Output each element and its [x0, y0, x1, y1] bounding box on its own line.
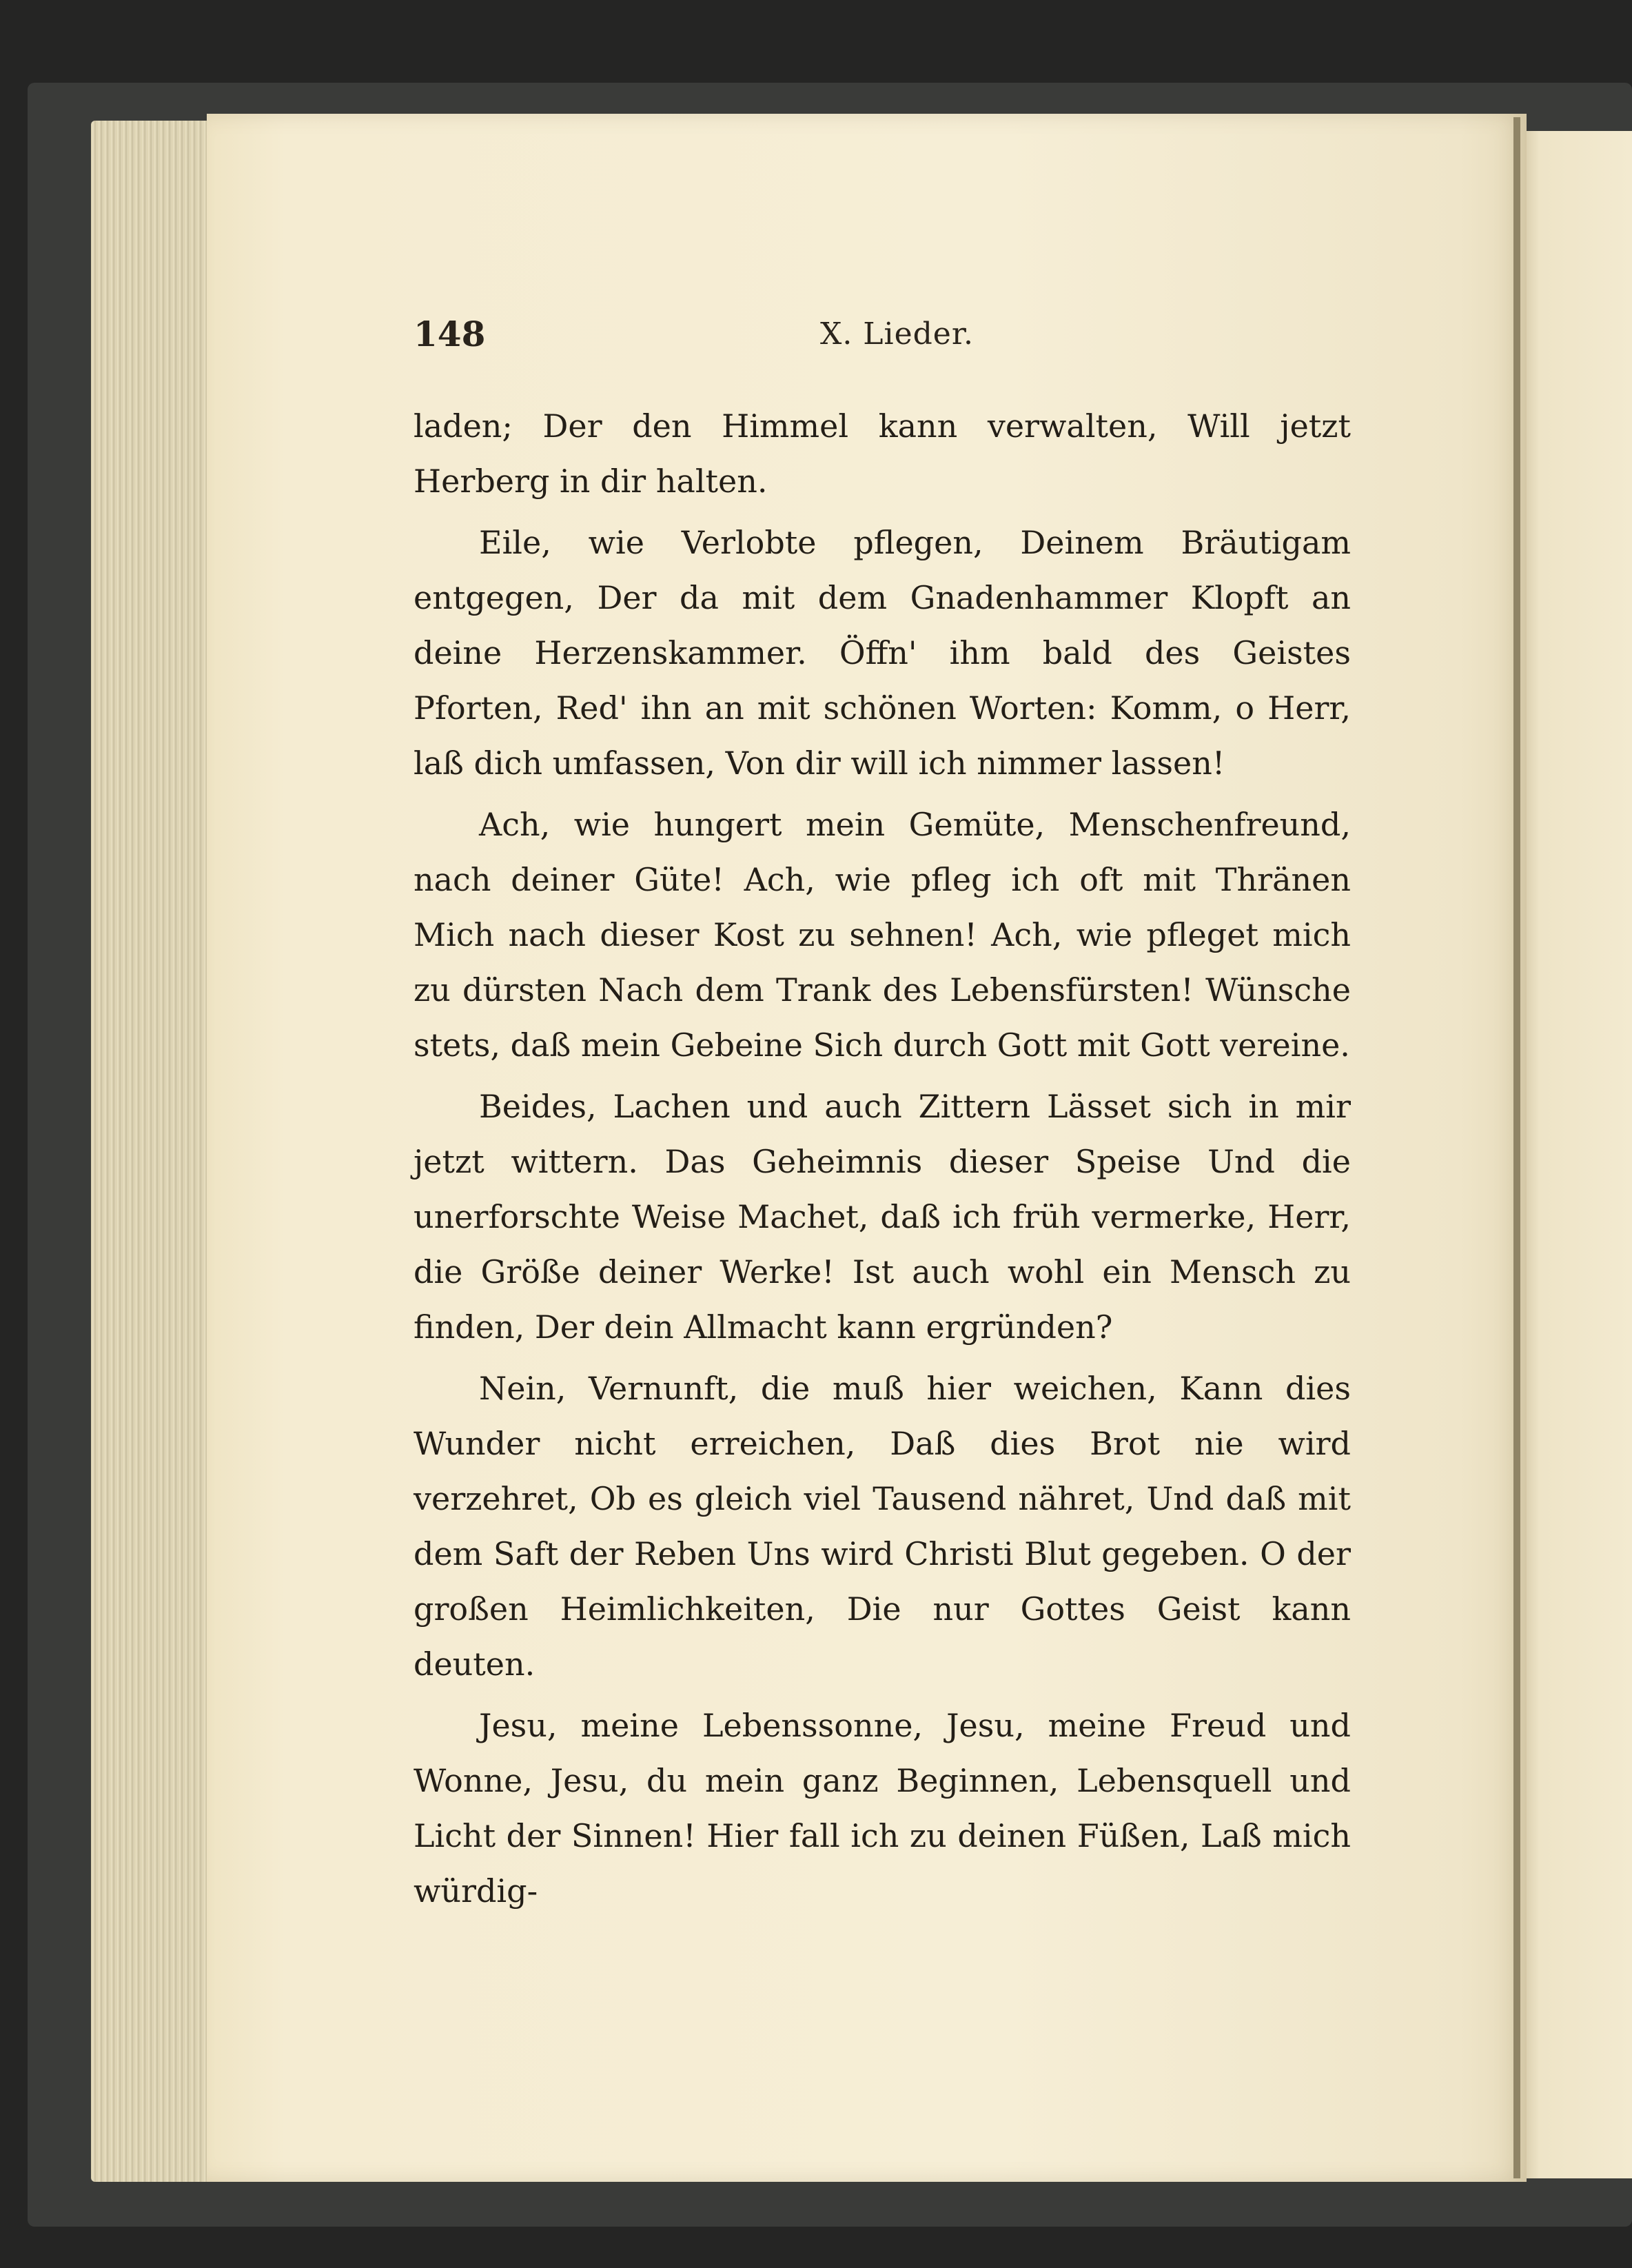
paragraph: laden; Der den Himmel kann verwalten, Will jetzt Herberg in dir halten.: [414, 407, 1351, 500]
running-title: X. Lieder.: [820, 316, 975, 352]
page-header: [414, 314, 1351, 369]
paragraph: Ach, wie hungert mein Gemüte, Menschenfreund, nach deiner Güte! Ach, wie pfleg ich oft mit Thränen Mich nach dieser Kost zu sehnen! Ach, wie pfleget mich zu dürsten Nach dem Trank des Lebensfürsten! Wünsche stets, daß mein Gebeine Sich durch Gott mit Gott vereine.: [414, 806, 1351, 1064]
paragraph: Beides, Lachen und auch Zittern Lässet sich in mir jetzt wittern. Das Geheimnis dieser Speise Und die unerforschte Weise Machet, daß ich früh vermerke, Herr, die Größe deiner Werke! Ist auch wohl ein Mensch zu finden, Der dein Allmacht kann ergründen?: [414, 1088, 1351, 1346]
page-number: 148: [414, 314, 486, 354]
paragraph: Jesu, meine Lebenssonne, Jesu, meine Freud und Wonne, Jesu, du mein ganz Beginnen, Lebensquell und Licht der Sinnen! Hier fall ich zu deinen Füßen, Laß mich würdig-: [414, 1707, 1351, 1910]
page-edges: [91, 121, 210, 2182]
paragraph: Eile, wie Verlobte pflegen, Deinem Bräutigam entgegen, Der da mit dem Gnadenhammer Klopft an deine Herzenskammer. Öffn' ihm bald des Geistes Pforten, Red' ihn an mit schönen Worten: Komm, o Herr, laß dich umfassen, Von dir will ich nimmer lassen!: [414, 524, 1351, 782]
page-body: [414, 398, 1351, 1925]
facing-page: [1516, 131, 1632, 2178]
book-gutter: [1513, 117, 1520, 2178]
paragraph: Nein, Vernunft, die muß hier weichen, Kann dies Wunder nicht erreichen, Daß dies Brot nie wird verzehret, Ob es gleich viel Tausend nähret, Und daß mit dem Saft der Reben Uns wird Christi Blut gegeben. O der großen Heimlichkeiten, Die nur Gottes Geist kann deuten.: [414, 1370, 1351, 1683]
